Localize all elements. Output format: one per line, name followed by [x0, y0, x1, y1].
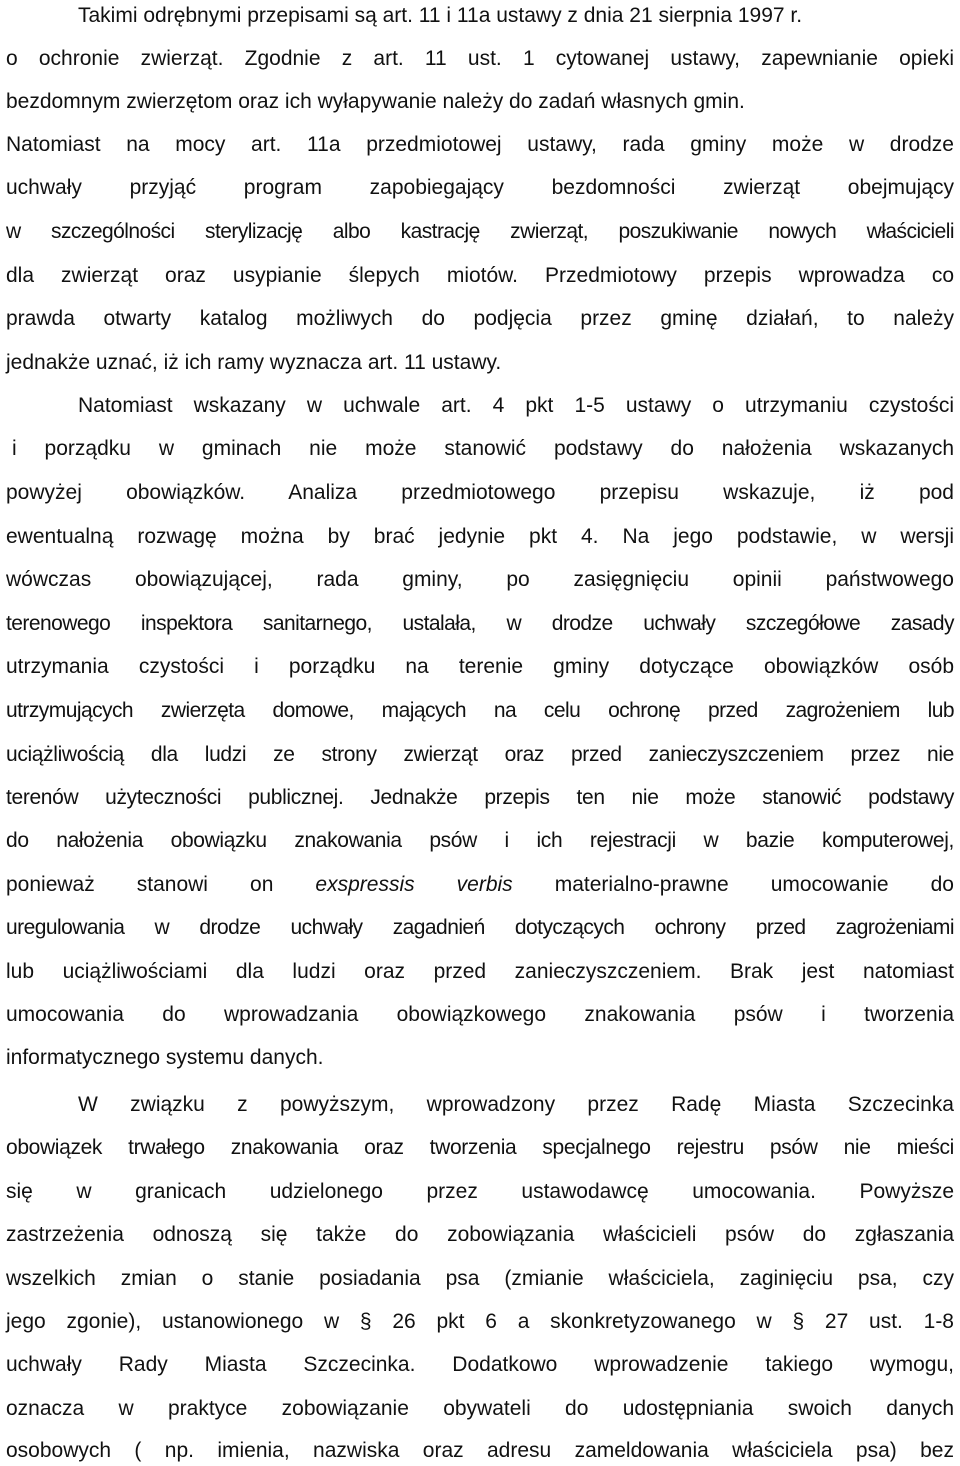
- text-line: się w granicach udzielonego przez ustawodawcę umocowania. Powyższe: [6, 1180, 954, 1203]
- text-line: uregulowania w drodze uchwały zagadnień dotyczących ochrony przed zagrożeniami: [6, 916, 954, 939]
- text-line: zastrzeżenia odnoszą się także do zobowiązania właścicieli psów do zgłaszania: [6, 1223, 954, 1246]
- text-span: materialno-prawne umocowanie do: [512, 873, 954, 896]
- text-line: prawda otwarty katalog możliwych do podjęcia przez gminę działań, to należy: [6, 307, 954, 330]
- text-line: do nałożenia obowiązku znakowania psów i ich rejestracji w bazie komputerowej,: [6, 829, 954, 852]
- text-line: o ochronie zwierząt. Zgodnie z art. 11 ust. 1 cytowanej ustawy, zapewnianie opieki: [6, 47, 954, 70]
- text-line: umocowania do wprowadzania obowiązkowego znakowania psów i tworzenia: [6, 1003, 954, 1026]
- text-line: wszelkich zmian o stanie posiadania psa (zmianie właściciela, zaginięciu psa, czy: [6, 1267, 954, 1290]
- text-line: informatycznego systemu danych.: [6, 1046, 324, 1069]
- text-line: jednakże uznać, iż ich ramy wyznacza art. 11 ustawy.: [6, 351, 502, 374]
- text-line: terenów użyteczności publicznej. Jednakże przepis ten nie może stanowić podstawy: [6, 786, 954, 809]
- text-line: uchwały przyjąć program zapobiegający bezdomności zwierząt obejmujący: [6, 176, 954, 199]
- text-line: obowiązek trwałego znakowania oraz tworzenia specjalnego rejestru psów nie mieści: [6, 1136, 954, 1159]
- text-line: utrzymania czystości i porządku na terenie gminy dotyczące obowiązków osób: [6, 655, 954, 678]
- text-line: Takimi odrębnymi przepisami są art. 11 i 11a ustawy z dnia 21 sierpnia 1997 r.: [78, 4, 803, 27]
- text-line: Natomiast wskazany w uchwale art. 4 pkt 1-5 ustawy o utrzymaniu czystości: [78, 394, 954, 417]
- text-line: [6, 870, 954, 900]
- text-line: utrzymujących zwierzęta domowe, mających na celu ochronę przed zagrożeniem lub: [6, 699, 954, 722]
- text-line: W związku z powyższym, wprowadzony przez Radę Miasta Szczecinka: [78, 1093, 954, 1116]
- text-line: wówczas obowiązującej, rada gminy, po zasięgnięciu opinii państwowego: [6, 568, 954, 591]
- text-line: terenowego inspektora sanitarnego, ustalała, w drodze uchwały szczegółowe zasady: [6, 612, 954, 635]
- text-line: w szczególności sterylizację albo kastrację zwierząt, poszukiwanie nowych właścicieli: [6, 220, 954, 243]
- text-line: bezdomnym zwierzętom oraz ich wyłapywanie należy do zadań własnych gmin.: [6, 90, 745, 113]
- text-line: osobowych ( np. imienia, nazwiska oraz adresu zameldowania właściciela psa) bez: [6, 1439, 954, 1462]
- text-span: ponieważ stanowi on: [6, 873, 316, 896]
- text-line: jego zgonie), ustanowionego w § 26 pkt 6 a skonkretyzowanego w § 27 ust. 1-8: [6, 1310, 954, 1333]
- text-line: uciążliwością dla ludzi ze strony zwierząt oraz przed zanieczyszczeniem przez nie: [6, 743, 954, 766]
- italic-phrase: exspressis verbis: [315, 873, 513, 896]
- text-line: uchwały Rady Miasta Szczecinka. Dodatkowo wprowadzenie takiego wymogu,: [6, 1353, 954, 1376]
- text-line: dla zwierząt oraz usypianie ślepych miotów. Przedmiotowy przepis wprowadza co: [6, 264, 954, 287]
- text-line: lub uciążliwościami dla ludzi oraz przed zanieczyszczeniem. Brak jest natomiast: [6, 960, 954, 983]
- text-line: ewentualną rozwagę można by brać jedynie pkt 4. Na jego podstawie, w wersji: [6, 525, 954, 548]
- text-line: powyżej obowiązków. Analiza przedmiotowego przepisu wskazuje, iż pod: [6, 481, 954, 504]
- text-line: i porządku w gminach nie może stanowić podstawy do nałożenia wskazanych: [12, 437, 954, 460]
- text-line: Natomiast na mocy art. 11a przedmiotowej ustawy, rada gminy może w drodze: [6, 133, 954, 156]
- text-line: oznacza w praktyce zobowiązanie obywateli do udostępniania swoich danych: [6, 1397, 954, 1420]
